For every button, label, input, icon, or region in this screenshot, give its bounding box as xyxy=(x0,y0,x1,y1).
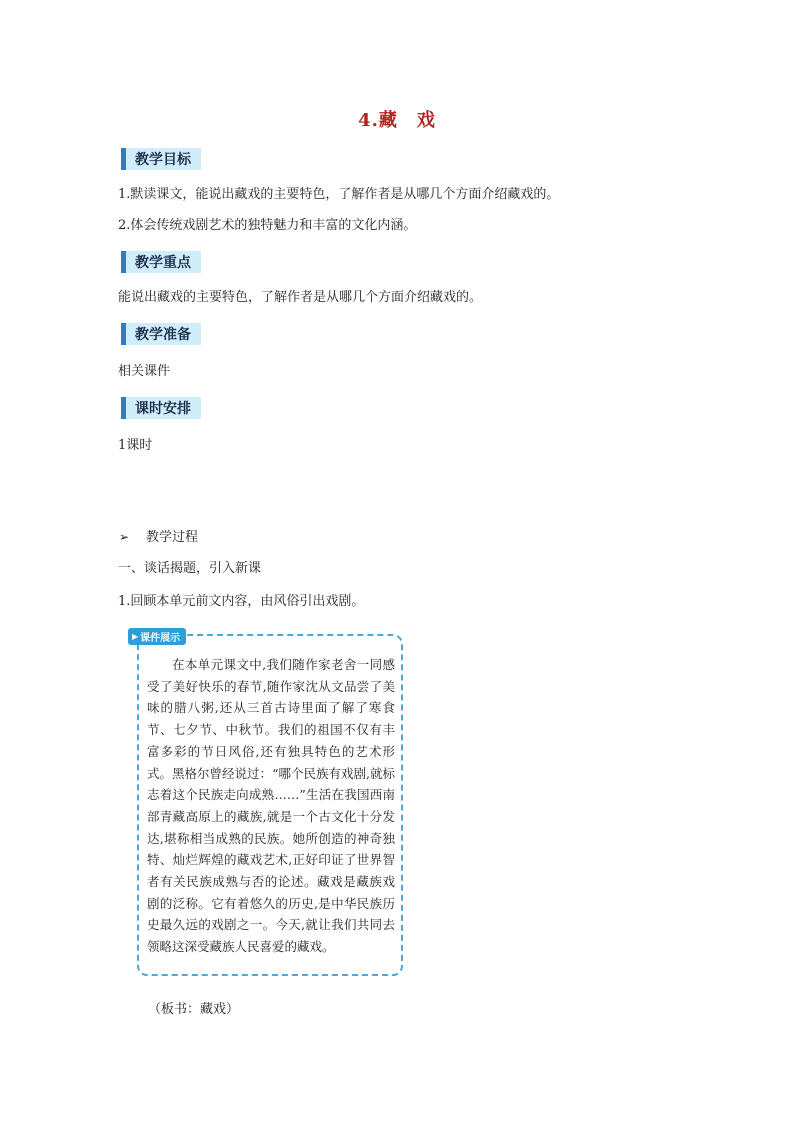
courseware-paragraph: 在本单元课文中,我们随作家老舍一同感受了美好快乐的春节,随作家沈从文品尝了美味的腊八粥,还从三首古诗里面了解了寒食节、七夕节、中秋节。我们的祖国不仅有丰富多彩的节日风俗,还有独具特色的艺术形式。黑格尔曾经说过：“哪个民族有戏剧,就标志着这个民族走向成熟……”生活在我国西南部青藏高原上的藏族,就是一个古文化十分发达,堪称相当成熟的民族。她所创造的神奇独特、灿烂辉煌的藏戏艺术,正好印证了世界智者有关民族成熟与否的论述。藏戏是藏族戏剧的泛称。它有着悠久的历史,是中华民族历史最久远的戏剧之一。今天,就让我们共同去领略这深受藏族人民喜爱的藏戏。 xyxy=(147,657,395,955)
courseware-text xyxy=(147,654,395,958)
page-title: 4.藏 戏 xyxy=(358,110,436,131)
play-triangle-icon: ▶ xyxy=(132,632,139,641)
section-label: 课时安排 xyxy=(135,401,191,417)
section-header-focus xyxy=(121,251,201,273)
process-step-1-1: 1.回顾本单元前文内容，由风俗引出戏剧。 xyxy=(118,594,365,609)
section-label: 教学目标 xyxy=(135,152,191,168)
arrow-bullet-icon: ➢ xyxy=(119,530,130,544)
courseware-tag xyxy=(128,628,186,645)
process-heading: 教学过程 xyxy=(146,530,199,545)
section-header-goals xyxy=(121,148,201,170)
section-header-prep xyxy=(121,323,201,345)
courseware-tag-label: 课件展示 xyxy=(140,633,181,644)
prep-text: 相关课件 xyxy=(118,364,171,379)
schedule-text: 1课时 xyxy=(118,438,153,453)
focus-text: 能说出藏戏的主要特色，了解作者是从哪几个方面介绍藏戏的。 xyxy=(118,290,483,305)
section-label: 教学重点 xyxy=(135,255,191,271)
header-bar xyxy=(121,251,126,273)
header-bar xyxy=(121,148,126,170)
header-bar xyxy=(121,397,126,419)
goal-item-1: 1.默读课文，能说出藏戏的主要特色，了解作者是从哪几个方面介绍藏戏的。 xyxy=(118,187,560,202)
section-header-schedule xyxy=(121,397,201,419)
process-step-1: 一、谈话揭题，引入新课 xyxy=(118,561,262,576)
header-bar xyxy=(121,323,126,345)
section-label: 教学准备 xyxy=(135,327,191,343)
board-note: （板书：藏戏） xyxy=(148,1002,240,1017)
goal-item-2: 2.体会传统戏剧艺术的独特魅力和丰富的文化内涵。 xyxy=(118,218,417,233)
